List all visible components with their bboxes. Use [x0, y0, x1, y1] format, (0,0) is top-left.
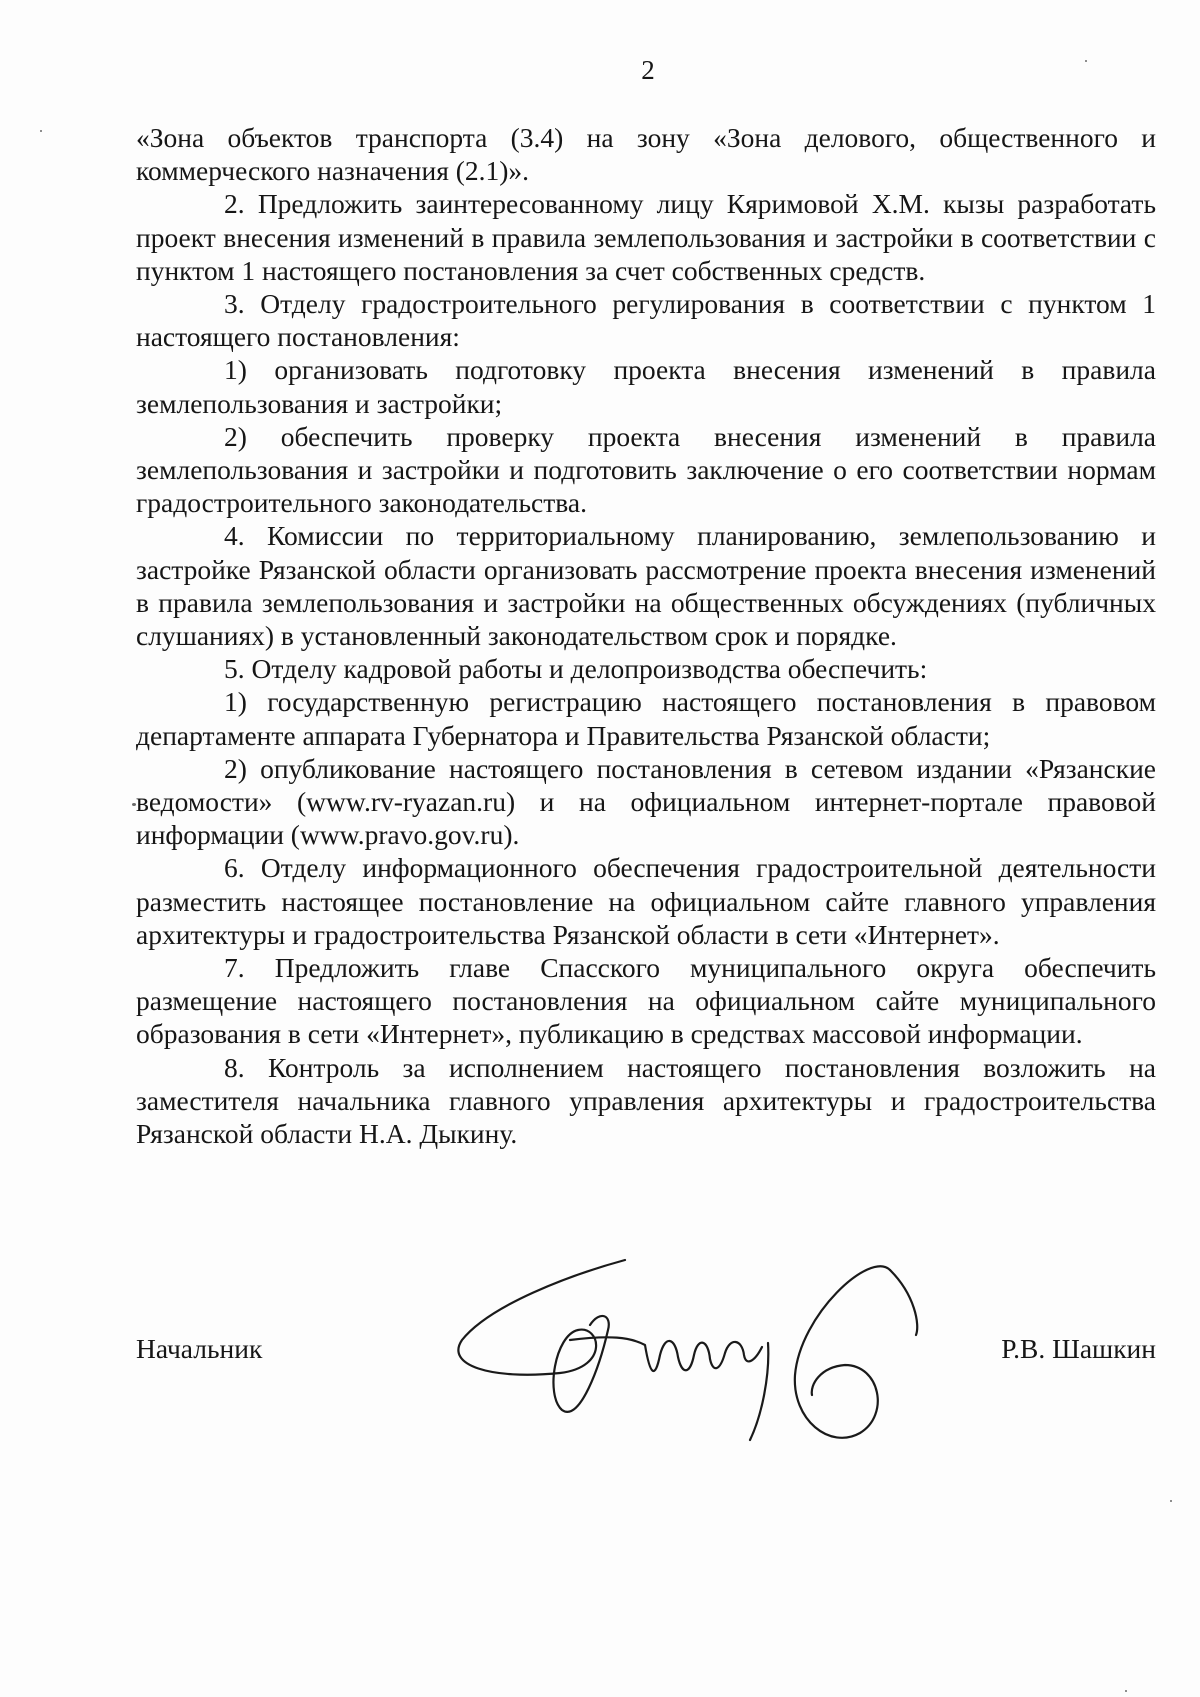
- scan-speck: [132, 803, 136, 806]
- scan-speck: [1085, 60, 1087, 62]
- page-number: 2: [641, 55, 655, 85]
- paragraph-item-5: 5. Отделу кадровой работы и делопроизводства обеспечить:: [224, 653, 928, 685]
- paragraph-item-3-2: 2) обеспечить проверку проекта внесения изменений в правила землепользования и застройки и подготовить заключение о его соответствии нормам градостроительного законодательства.: [136, 420, 1156, 519]
- signature-block: [136, 1332, 1156, 1372]
- signer-name: Р.В. Шашкин: [1001, 1333, 1156, 1364]
- paragraph-item-3-1: 1) организовать подготовку проекта внесения изменений в правила землепользования и застройки;: [136, 354, 1156, 419]
- scan-speck: [40, 130, 42, 132]
- paragraph-item-2: 2. Предложить заинтересованному лицу Кяримовой Х.М. кызы разработать проект внесения изменений в правила землепользования и застройки в соответствии с пунктом 1 настоящего постановления за счет собственных средств.: [136, 188, 1156, 286]
- paragraph-item-4: 4. Комиссии по территориальному планированию, землепользованию и застройке Рязанской области организовать рассмотрение проекта внесения изменений в правила землепользования и застройки на общественных обсуждениях (публичных слушаниях) в установленный законодательством срок и порядке.: [136, 520, 1156, 652]
- paragraph-zone-change-continued: «Зона объектов транспорта (3.4) на зону «Зона делового, общественного и коммерческого назначения (2.1)».: [136, 122, 1156, 187]
- paragraph-item-7: 7. Предложить главе Спасского муниципального округа обеспечить размещение настоящего постановления на официальном сайте муниципального образования в сети «Интернет», публикацию в средствах массовой информации.: [136, 952, 1156, 1050]
- scan-speck: [1125, 1690, 1127, 1692]
- scan-speck: [1170, 1500, 1172, 1502]
- paragraph-item-5-2: 2) опубликование настоящего постановления в сетевом издании «Рязанские ведомости» (www.rv-ryazan.ru) и на официальном интернет-портале правовой информации (www.pravo.gov.ru).: [136, 752, 1156, 851]
- paragraph-item-3: 3. Отделу градостроительного регулирования в соответствии с пунктом 1 настоящего постановления:: [136, 288, 1156, 353]
- document-body: [136, 121, 1156, 1150]
- signer-position: Начальник: [136, 1333, 263, 1364]
- paragraph-item-8: 8. Контроль за исполнением настоящего постановления возложить на заместителя начальника главного управления архитектуры и градостроительства Рязанской области Н.А. Дыкину.: [136, 1051, 1156, 1150]
- paragraph-item-6: 6. Отделу информационного обеспечения градостроительной деятельности разместить настоящее постановление на официальном сайте главного управления архитектуры и градостроительства Рязанской области в сети «Интернет».: [136, 852, 1156, 950]
- paragraph-item-5-1: 1) государственную регистрацию настоящего постановления в правовом департаменте аппарата Губернатора и Правительства Рязанской области;: [136, 686, 1156, 751]
